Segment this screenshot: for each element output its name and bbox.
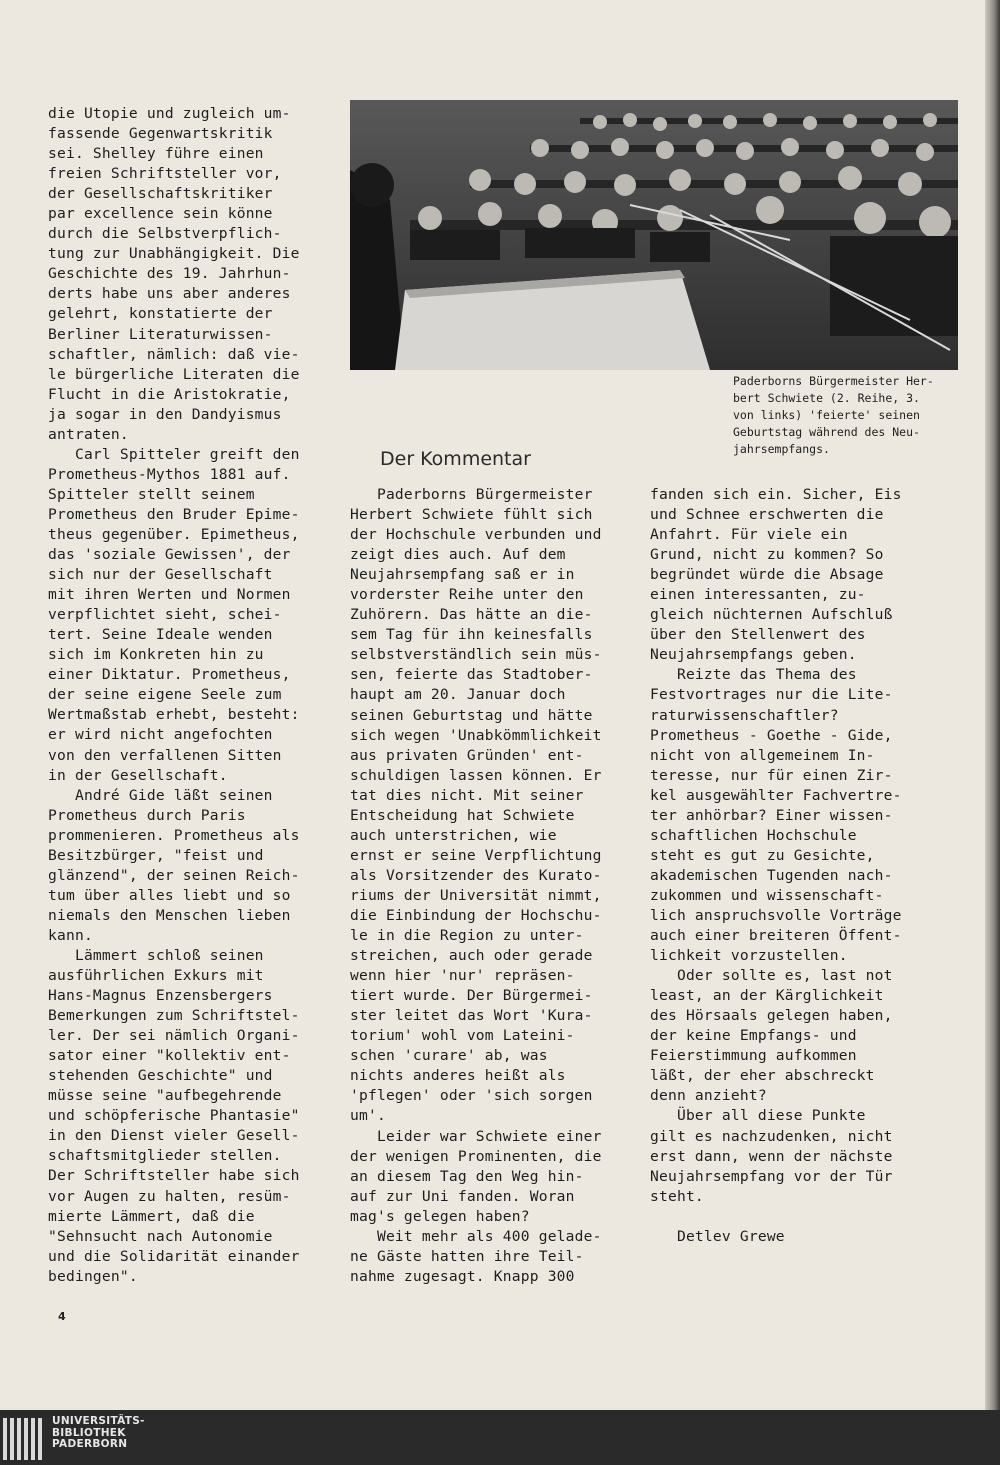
commentary-heading: Der Kommentar xyxy=(380,448,531,470)
text-line: niemals den Menschen lieben xyxy=(48,906,291,924)
text-line: als Vorsitzender des Kurato- xyxy=(350,866,602,884)
text-line: die Utopie und zugleich um- xyxy=(48,105,291,122)
text-line: fanden sich ein. Sicher, Eis xyxy=(650,486,902,503)
text-line: begründet würde die Absage xyxy=(650,566,884,584)
text-line: teresse, nur für einen Zir- xyxy=(650,766,893,784)
photo-caption xyxy=(733,373,934,458)
text-line: steht. xyxy=(650,1187,704,1205)
text-line: der wenigen Prominenten, die xyxy=(350,1147,602,1165)
text-line: und schöpferische Phantasie" xyxy=(48,1107,300,1125)
text-line: least, an der Kärglichkeit xyxy=(650,987,884,1005)
text-line: André Gide läßt seinen xyxy=(48,786,273,804)
text-line: selbstverständlich sein müs- xyxy=(350,646,602,664)
text-line: sich nur der Gesellschaft xyxy=(48,566,273,584)
text-line: schaftlichen Hochschule xyxy=(650,826,857,844)
text-line: verpflichtet sieht, schei- xyxy=(48,606,282,624)
text-line: der keine Empfangs- und xyxy=(650,1027,857,1045)
text-line: nichts anderes heißt als xyxy=(350,1067,566,1085)
text-line: zukommen und wissenschaft- xyxy=(650,886,884,904)
text-line: raturwissenschaftler? xyxy=(650,706,839,724)
text-line: schaftsmitglieder stellen. xyxy=(48,1147,282,1165)
text-line: lich anspruchsvolle Vorträge xyxy=(650,906,902,924)
text-line: prommenieren. Prometheus als xyxy=(48,826,300,844)
text-line: Herbert Schwiete fühlt sich xyxy=(350,506,593,524)
text-line: Der Schriftsteller habe sich xyxy=(48,1167,300,1185)
text-line: auch unterstrichen, wie xyxy=(350,826,557,844)
text-line: glänzend", der seinen Reich- xyxy=(48,866,300,884)
audience-photo xyxy=(350,100,958,370)
text-line: Berliner Literaturwissen- xyxy=(48,325,273,343)
library-logo-line3: PADERBORN xyxy=(52,1438,128,1450)
caption-line: von links) 'feierte' seinen xyxy=(733,408,920,422)
text-line: tat dies nicht. Mit seiner xyxy=(350,786,584,804)
text-line: von den verfallenen Sitten xyxy=(48,746,282,764)
text-line: sich wegen 'Unabkömmlichkeit xyxy=(350,726,602,744)
text-line: lichkeit vorzustellen. xyxy=(650,947,848,965)
text-line: ja sogar in den Dandyismus xyxy=(48,405,282,423)
text-line: Neujahrsempfang vor der Tür xyxy=(650,1167,893,1185)
text-line: ster leitet das Wort 'Kura- xyxy=(350,1007,593,1025)
text-line: Prometheus-Mythos 1881 auf. xyxy=(48,465,291,483)
text-line: Neujahrsempfang saß er in xyxy=(350,566,575,584)
text-line: Besitzbürger, "feist und xyxy=(48,846,264,864)
text-line: streichen, auch oder gerade xyxy=(350,947,593,965)
text-line: 'pflegen' oder 'sich sorgen xyxy=(350,1087,593,1105)
text-line: riums der Universität nimmt, xyxy=(350,886,602,904)
caption-line: jahrsempfangs. xyxy=(733,442,830,456)
text-line: le in die Region zu unter- xyxy=(350,927,584,945)
text-column-2 xyxy=(350,485,602,1287)
text-line: tiert wurde. Der Bürgermei- xyxy=(350,987,593,1005)
text-line: Wertmaßstab erhebt, besteht: xyxy=(48,706,300,724)
text-line: und Schnee erschwerten die xyxy=(650,506,884,524)
text-line: kann. xyxy=(48,926,93,944)
text-line: über den Stellenwert des xyxy=(650,626,866,644)
text-line: schuldigen lassen können. Er xyxy=(350,766,602,784)
text-line: der seine eigene Seele zum xyxy=(48,686,282,704)
text-line: tum über alles liebt und so xyxy=(48,886,291,904)
text-line: haupt am 20. Januar doch xyxy=(350,686,566,704)
text-line: freien Schriftsteller vor, xyxy=(48,165,282,183)
text-line: gleich nüchternen Aufschluß xyxy=(650,606,893,624)
text-line: sich im Konkreten hin zu xyxy=(48,646,264,664)
text-line: er wird nicht angefochten xyxy=(48,726,273,744)
text-line: der Hochschule verbunden und xyxy=(350,526,602,544)
text-line: sator einer "kollektiv ent- xyxy=(48,1047,291,1065)
text-line: Entscheidung hat Schwiete xyxy=(350,806,575,824)
text-line: einer Diktatur. Prometheus, xyxy=(48,666,291,684)
text-line: Festvortrages nur die Lite- xyxy=(650,686,893,704)
text-line: par excellence sein könne xyxy=(48,205,273,223)
text-column-3 xyxy=(650,485,902,1247)
text-line: le bürgerliche Literaten die xyxy=(48,365,300,383)
text-line: torium' wohl vom Lateini- xyxy=(350,1027,575,1045)
text-line: Oder sollte es, last not xyxy=(650,967,893,985)
text-line: schaftler, nämlich: daß vie- xyxy=(48,345,300,363)
text-line: tung zur Unabhängigkeit. Die xyxy=(48,245,300,263)
text-line: Leider war Schwiete einer xyxy=(350,1127,602,1145)
library-logo-line1: UNIVERSITÄTS- xyxy=(52,1415,145,1427)
text-line: Paderborns Bürgermeister xyxy=(350,486,593,503)
text-line: Zuhörern. Das hätte an die- xyxy=(350,606,593,624)
text-line: ausführlichen Exkurs mit xyxy=(48,967,264,985)
text-line: antraten. xyxy=(48,425,129,443)
text-line: steht es gut zu Gesichte, xyxy=(650,846,875,864)
text-line: nahme zugesagt. Knapp 300 xyxy=(350,1267,575,1285)
text-line: läßt, der eher abschreckt xyxy=(650,1067,875,1085)
text-line: nicht von allgemeinem In- xyxy=(650,746,875,764)
text-line: kel ausgewählter Fachvertre- xyxy=(650,786,902,804)
text-line: ter anhörbar? Einer wissen- xyxy=(650,806,893,824)
text-line: ernst er seine Verpflichtung xyxy=(350,846,602,864)
text-line: vorderster Reihe unter den xyxy=(350,586,584,604)
text-line: Grund, nicht zu kommen? So xyxy=(650,546,884,564)
caption-line: bert Schwiete (2. Reihe, 3. xyxy=(733,391,920,405)
text-line: tert. Seine Ideale wenden xyxy=(48,626,273,644)
text-line: Weit mehr als 400 gelade- xyxy=(350,1227,602,1245)
text-line: auf zur Uni fanden. Woran xyxy=(350,1187,575,1205)
text-line: an diesem Tag den Weg hin- xyxy=(350,1167,584,1185)
caption-line: Geburtstag während des Neu- xyxy=(733,425,920,439)
library-logo-icon xyxy=(1,1416,47,1462)
text-line: Detlev Grewe xyxy=(650,1227,785,1245)
text-line: schen 'curare' ab, was xyxy=(350,1047,548,1065)
text-line: mierte Lämmert, daß die xyxy=(48,1207,255,1225)
text-line: sen, feierte das Stadtober- xyxy=(350,666,593,684)
text-line: erst dann, wenn der nächste xyxy=(650,1147,893,1165)
text-line: der Gesellschaftskritiker xyxy=(48,185,273,203)
text-column-1 xyxy=(48,104,300,1287)
text-line: denn anzieht? xyxy=(650,1087,767,1105)
text-line xyxy=(650,1207,902,1227)
page-edge xyxy=(985,0,1000,1410)
text-line: ne Gäste hatten ihre Teil- xyxy=(350,1247,584,1265)
page-number: 4 xyxy=(58,1310,66,1323)
text-line: Bemerkungen zum Schriftstel- xyxy=(48,1007,300,1025)
text-line: Flucht in die Aristokratie, xyxy=(48,385,291,403)
text-line: derts habe uns aber anderes xyxy=(48,285,291,303)
text-line: vor Augen zu halten, resüm- xyxy=(48,1187,291,1205)
text-line: stehenden Geschichte" und xyxy=(48,1067,273,1085)
text-line: in der Gesellschaft. xyxy=(48,766,228,784)
text-line: sem Tag für ihn keinesfalls xyxy=(350,626,593,644)
text-line: gelehrt, konstatierte der xyxy=(48,305,273,323)
text-line: die Einbindung der Hochschu- xyxy=(350,906,602,924)
text-line: auch einer breiteren Öffent- xyxy=(650,927,902,945)
text-line: akademischen Tugenden nach- xyxy=(650,866,893,884)
text-line: zeigt dies auch. Auf dem xyxy=(350,546,566,564)
text-line: Carl Spitteler greift den xyxy=(48,445,300,463)
text-line: müsse seine "aufbegehrende xyxy=(48,1087,282,1105)
text-line: Lämmert schloß seinen xyxy=(48,946,264,964)
text-line: Prometheus den Bruder Epime- xyxy=(48,505,300,523)
text-line: "Sehnsucht nach Autonomie xyxy=(48,1227,273,1245)
text-line: Über all diese Punkte xyxy=(650,1107,866,1125)
audience-photo-graphic xyxy=(350,100,958,370)
text-line: Anfahrt. Für viele ein xyxy=(650,526,848,544)
text-line: gilt es nachzudenken, nicht xyxy=(650,1127,893,1145)
text-line: Prometheus durch Paris xyxy=(48,806,246,824)
text-line: einen interessanten, zu- xyxy=(650,586,866,604)
text-line: des Hörsaals gelegen haben, xyxy=(650,1007,893,1025)
text-line: das 'soziale Gewissen', der xyxy=(48,546,291,564)
text-line: Hans-Magnus Enzensbergers xyxy=(48,987,273,1005)
text-line: Spitteler stellt seinem xyxy=(48,485,255,503)
text-line: bedingen". xyxy=(48,1267,138,1285)
text-line: Neujahrsempfangs geben. xyxy=(650,646,857,664)
text-line: durch die Selbstverpflich- xyxy=(48,225,282,243)
text-line: Feierstimmung aufkommen xyxy=(650,1047,857,1065)
text-line: ler. Der sei nämlich Organi- xyxy=(48,1027,300,1045)
text-line: um'. xyxy=(350,1107,386,1125)
text-line: wenn hier 'nur' repräsen- xyxy=(350,967,575,985)
text-line: theus gegenüber. Epimetheus, xyxy=(48,525,300,543)
text-line: sei. Shelley führe einen xyxy=(48,145,264,163)
text-line: und die Solidarität einander xyxy=(48,1247,300,1265)
text-line: mag's gelegen haben? xyxy=(350,1207,530,1225)
caption-line: Paderborns Bürgermeister Her- xyxy=(733,374,934,388)
text-line: mit ihren Werten und Normen xyxy=(48,586,291,604)
library-logo-line2: BIBLIOTHEK xyxy=(52,1426,126,1439)
text-line: fassende Gegenwartskritik xyxy=(48,125,273,143)
text-line: aus privaten Gründen' ent- xyxy=(350,746,584,764)
text-line: Reizte das Thema des xyxy=(650,666,857,684)
text-line: Prometheus - Goethe - Gide, xyxy=(650,726,893,744)
library-logo-text xyxy=(52,1416,145,1451)
text-line: in den Dienst vieler Gesell- xyxy=(48,1127,300,1145)
text-line: Geschichte des 19. Jahrhun- xyxy=(48,265,291,283)
text-line: seinen Geburtstag und hätte xyxy=(350,706,593,724)
